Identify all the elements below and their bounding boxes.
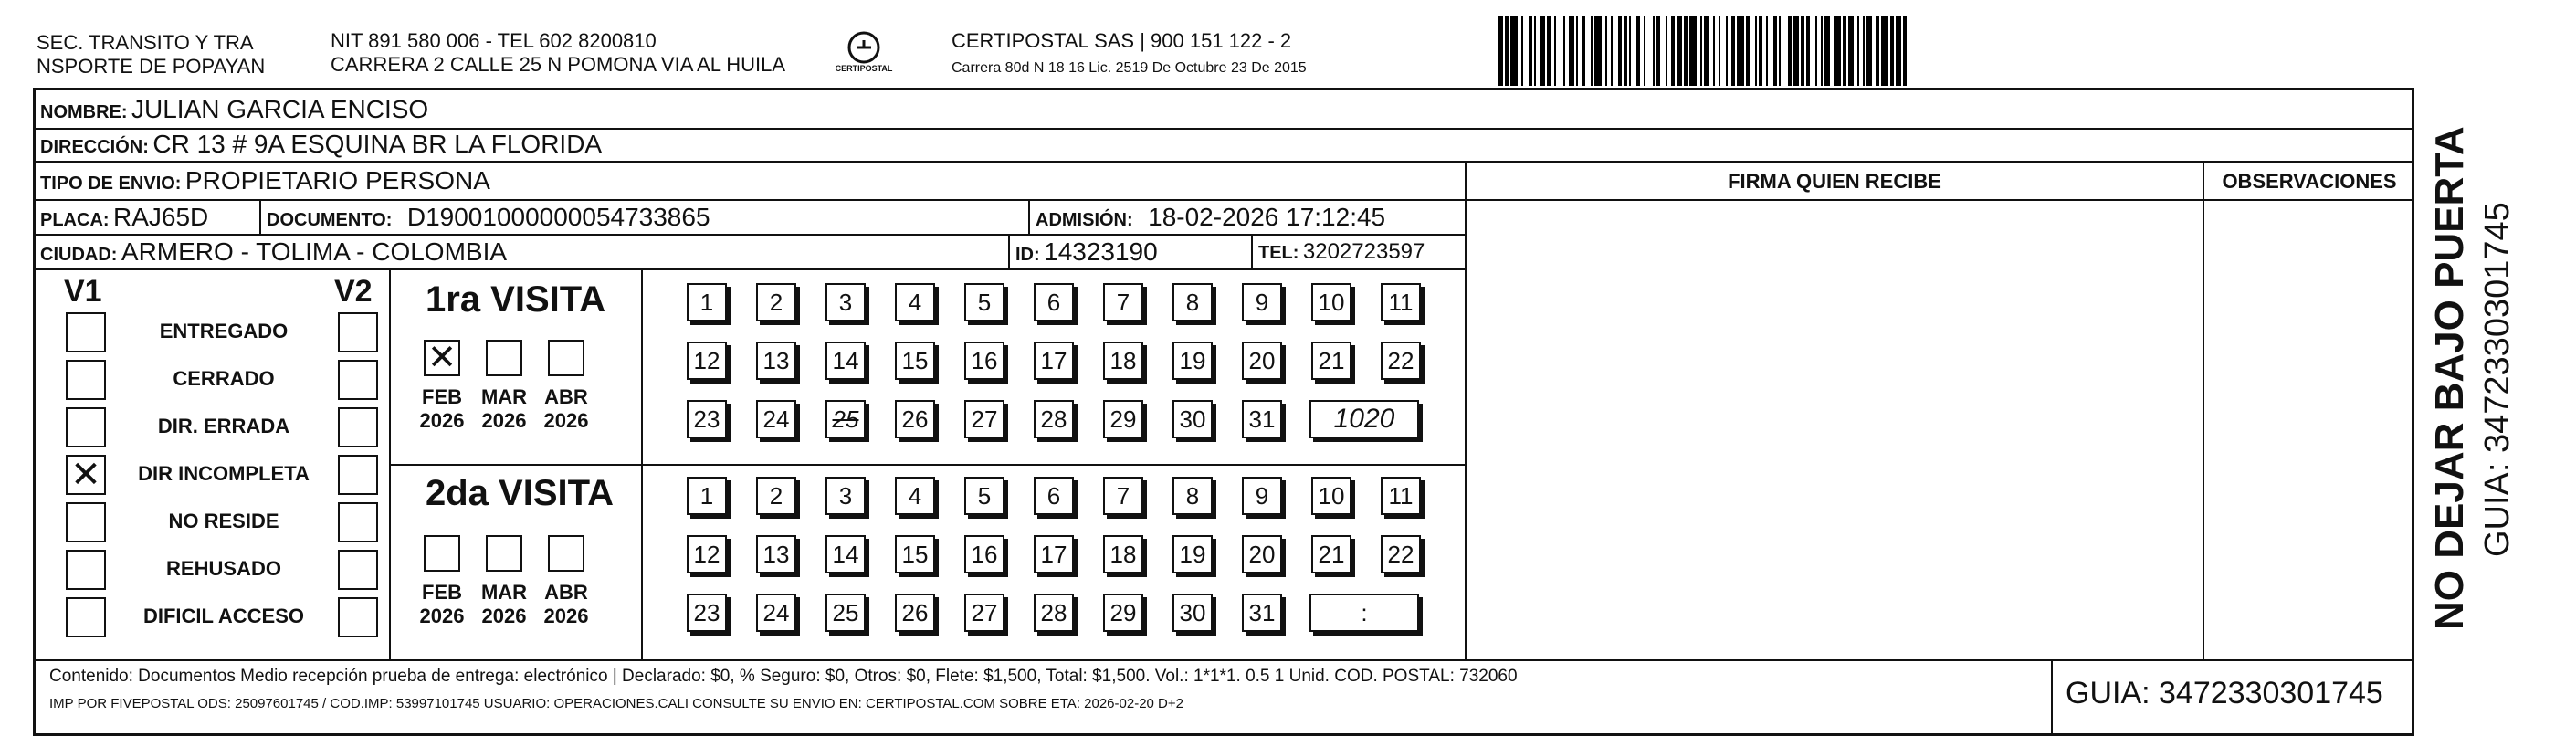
second-visit-day-box[interactable]: 2	[756, 477, 796, 515]
v1-checkbox[interactable]	[66, 550, 106, 590]
month-name: ABR	[544, 581, 588, 604]
placa-label: PLACA:	[40, 210, 110, 230]
second-visit-day-box[interactable]: 13	[756, 535, 796, 573]
direccion-value: CR 13 # 9A ESQUINA BR LA FLORIDA	[152, 130, 603, 158]
first-visit-day-box[interactable]: 1	[687, 283, 727, 321]
month-year: 2026	[481, 605, 527, 627]
second-visit-day-box[interactable]: 15	[895, 535, 935, 573]
first-visit-day-box[interactable]: 13	[756, 342, 796, 380]
first-visit-day-box[interactable]: 5	[964, 283, 1004, 321]
v2-checkbox[interactable]	[338, 312, 378, 352]
nombre-field	[40, 95, 428, 129]
second-visit-time-box[interactable]: :	[1309, 594, 1419, 632]
barcode	[1498, 16, 2228, 86]
v2-label: V2	[334, 274, 373, 309]
tel-field	[1258, 237, 1425, 269]
v2-checkbox[interactable]	[338, 597, 378, 637]
tel-value: 3202723597	[1302, 239, 1425, 264]
tipo-envio-label: TIPO DE ENVIO:	[40, 174, 182, 194]
first-visit-title: 1ra VISITA	[426, 279, 606, 320]
v1-checkbox[interactable]	[66, 502, 106, 542]
second-visit-day-box[interactable]: 25	[825, 594, 866, 632]
sender-nit: NIT 891 580 006 - TEL 602 8200810	[331, 29, 657, 52]
status-label: NO RESIDE	[168, 510, 279, 532]
placa-field	[40, 203, 208, 237]
first-visit-month-label	[539, 385, 594, 433]
first-visit-day-box[interactable]: 14	[825, 342, 866, 380]
footer-contenido: Contenido: Documentos Medio recepción prueba de entrega: electrónico | Declarado: $0, % Seguro: $0, Otros: $0, Flete: $1,500, Total: $1,500. Vol.: 1*1*1. 0.5 1 Unid. COD. POSTAL: 732060	[49, 667, 1518, 686]
month-year: 2026	[543, 409, 589, 432]
second-visit-month-label	[415, 581, 469, 628]
second-visit-day-box[interactable]: 22	[1381, 535, 1421, 573]
side-guia: GUIA: 3472330301745	[2478, 202, 2517, 557]
v1-checkbox[interactable]	[66, 312, 106, 352]
second-visit-day-box[interactable]: 26	[895, 594, 935, 632]
second-visit-day-box[interactable]: 4	[895, 477, 935, 515]
id-field	[1015, 237, 1158, 271]
second-visit-day-box[interactable]: 11	[1381, 477, 1421, 515]
documento-field	[267, 203, 710, 237]
second-visit-day-box[interactable]: 18	[1103, 535, 1143, 573]
second-visit-day-box[interactable]: 17	[1034, 535, 1074, 573]
company-license: Carrera 80d N 18 16 Lic. 2519 De Octubre 23 De 2015	[952, 60, 1307, 76]
first-visit-day-box[interactable]: 7	[1103, 283, 1143, 321]
month-name: ABR	[544, 385, 588, 408]
firma-label: FIRMA QUIEN RECIBE	[1728, 170, 1941, 193]
first-visit-day-box[interactable]: 30	[1172, 400, 1213, 438]
v1-label: V1	[64, 274, 102, 309]
ciudad-field	[40, 237, 507, 271]
direccion-label: DIRECCIÓN:	[40, 137, 149, 157]
first-visit-day-box[interactable]: 28	[1034, 400, 1074, 438]
first-visit-day-box[interactable]: 21	[1311, 342, 1351, 380]
second-visit-title: 2da VISITA	[426, 473, 614, 513]
v1-checkbox[interactable]: ✕	[66, 455, 106, 495]
second-visit-day-box[interactable]: 8	[1172, 477, 1213, 515]
ciudad-label: CIUDAD:	[40, 245, 118, 265]
signature-area[interactable]	[1467, 201, 2203, 658]
first-visit-day-box[interactable]: 31	[1242, 400, 1282, 438]
id-label: ID:	[1015, 245, 1040, 265]
first-visit-day-box[interactable]: 20	[1242, 342, 1282, 380]
second-visit-day-box[interactable]: 27	[964, 594, 1004, 632]
month-year: 2026	[543, 605, 589, 627]
second-visit-day-box[interactable]: 23	[687, 594, 727, 632]
first-visit-day-box[interactable]: 10	[1311, 283, 1351, 321]
second-visit-day-box[interactable]: 29	[1103, 594, 1143, 632]
nombre-label: NOMBRE:	[40, 102, 128, 122]
sender-address: CARRERA 2 CALLE 25 N POMONA VIA AL HUILA	[331, 53, 786, 76]
second-visit-day-box[interactable]: 1	[687, 477, 727, 515]
v2-checkbox[interactable]	[338, 407, 378, 447]
first-visit-day-box[interactable]: 4	[895, 283, 935, 321]
second-visit-day-box[interactable]: 5	[964, 477, 1004, 515]
first-visit-day-box[interactable]: 9	[1242, 283, 1282, 321]
month-year: 2026	[481, 409, 527, 432]
admision-label: ADMISIÓN:	[1036, 210, 1133, 230]
first-visit-month-checkbox[interactable]	[548, 340, 584, 376]
month-name: MAR	[480, 385, 528, 408]
v2-checkbox[interactable]	[338, 550, 378, 590]
first-visit-month-label	[477, 385, 531, 433]
sender-name-line1: SEC. TRANSITO Y TRA	[37, 31, 254, 54]
admision-field	[1036, 203, 1385, 237]
status-label: DIR. ERRADA	[157, 415, 290, 437]
first-visit-day-box[interactable]: 26	[895, 400, 935, 438]
second-visit-day-box[interactable]: 14	[825, 535, 866, 573]
v1-checkbox[interactable]	[66, 407, 106, 447]
second-visit-day-box[interactable]: 19	[1172, 535, 1213, 573]
first-visit-day-box[interactable]: 16	[964, 342, 1004, 380]
sender-name-line2: NSPORTE DE POPAYAN	[37, 55, 266, 78]
month-year: 2026	[419, 605, 465, 627]
admision-value: 18-02-2026 17:12:45	[1148, 203, 1386, 231]
first-visit-day-box[interactable]: 17	[1034, 342, 1074, 380]
first-visit-time-box[interactable]: 1020	[1309, 400, 1419, 438]
second-visit-day-box[interactable]: 16	[964, 535, 1004, 573]
footer-imp: IMP POR FIVEPOSTAL ODS: 25097601745 / COD.IMP: 53997101745 USUARIO: OPERACIONES.CALI CONSULTE SU ENVIO EN: CERTIPOSTAL.COM SOBRE ETA: 2026-02-20 D+2	[49, 696, 1183, 711]
month-name: FEB	[422, 385, 462, 408]
first-visit-day-box[interactable]: 22	[1381, 342, 1421, 380]
nombre-value: JULIAN GARCIA ENCISO	[131, 95, 429, 123]
v1-checkbox[interactable]	[66, 360, 106, 400]
first-visit-month-checkbox[interactable]	[486, 340, 522, 376]
placa-value: RAJ65D	[113, 203, 209, 231]
first-visit-month-checkbox[interactable]: ✕	[424, 340, 460, 376]
second-visit-day-box[interactable]: 24	[756, 594, 796, 632]
tipo-envio-value: PROPIETARIO PERSONA	[184, 166, 490, 195]
first-visit-day-box[interactable]: 2	[756, 283, 796, 321]
first-visit-day-box[interactable]: 11	[1381, 283, 1421, 321]
no-dejar-warning: NO DEJAR BAJO PUERTA	[2427, 126, 2472, 630]
documento-value: D19001000000054733865	[406, 203, 710, 231]
first-visit-day-box[interactable]: 6	[1034, 283, 1074, 321]
first-visit-day-box[interactable]: 29	[1103, 400, 1143, 438]
second-visit-month-checkbox[interactable]	[486, 535, 522, 572]
status-label: CERRADO	[173, 367, 275, 390]
second-visit-day-box[interactable]: 30	[1172, 594, 1213, 632]
first-visit-day-box[interactable]: 8	[1172, 283, 1213, 321]
v2-checkbox[interactable]	[338, 360, 378, 400]
second-visit-day-box[interactable]: 7	[1103, 477, 1143, 515]
second-visit-day-box[interactable]: 6	[1034, 477, 1074, 515]
v2-checkbox[interactable]	[338, 455, 378, 495]
first-visit-month-label	[415, 385, 469, 433]
logo-text: CERTIPOSTAL	[835, 64, 893, 73]
tel-label: TEL:	[1258, 243, 1299, 263]
observaciones-area[interactable]	[2204, 201, 2413, 658]
second-visit-month-label	[539, 581, 594, 628]
second-visit-day-box[interactable]: 9	[1242, 477, 1282, 515]
footer-guia: GUIA: 3472330301745	[2066, 676, 2383, 710]
first-visit-day-box[interactable]: 19	[1172, 342, 1213, 380]
second-visit-month-checkbox[interactable]	[424, 535, 460, 572]
second-visit-day-box[interactable]: 12	[687, 535, 727, 573]
status-label: REHUSADO	[166, 557, 281, 580]
second-visit-day-box[interactable]: 3	[825, 477, 866, 515]
second-visit-day-box[interactable]: 31	[1242, 594, 1282, 632]
first-visit-day-box[interactable]: 24	[756, 400, 796, 438]
id-value: 14323190	[1044, 237, 1158, 266]
direccion-field	[40, 130, 602, 163]
second-visit-month-checkbox[interactable]	[548, 535, 584, 572]
documento-label: DOCUMENTO:	[267, 210, 393, 230]
month-name: MAR	[480, 581, 528, 604]
first-visit-day-box[interactable]: 18	[1103, 342, 1143, 380]
observaciones-label: OBSERVACIONES	[2222, 170, 2397, 193]
second-visit-day-box[interactable]: 20	[1242, 535, 1282, 573]
first-visit-day-box[interactable]: 23	[687, 400, 727, 438]
first-visit-day-box[interactable]: 3	[825, 283, 866, 321]
ciudad-value: ARMERO - TOLIMA - COLOMBIA	[121, 237, 508, 266]
status-label: DIFICIL ACCESO	[142, 605, 304, 627]
first-visit-day-box[interactable]: 27	[964, 400, 1004, 438]
v1-checkbox[interactable]	[66, 597, 106, 637]
second-visit-day-box[interactable]: 10	[1311, 477, 1351, 515]
first-visit-day-box[interactable]: 25	[825, 400, 866, 438]
status-label: DIR INCOMPLETA	[138, 462, 310, 485]
v2-checkbox[interactable]	[338, 502, 378, 542]
status-label: ENTREGADO	[159, 320, 289, 342]
tipo-envio-field	[40, 166, 490, 200]
month-name: FEB	[422, 581, 462, 604]
second-visit-month-label	[477, 581, 531, 628]
second-visit-day-box[interactable]: 21	[1311, 535, 1351, 573]
first-visit-day-box[interactable]: 12	[687, 342, 727, 380]
certipostal-logo	[835, 27, 893, 79]
second-visit-day-box[interactable]: 28	[1034, 594, 1074, 632]
month-year: 2026	[419, 409, 465, 432]
first-visit-day-box[interactable]: 15	[895, 342, 935, 380]
company-name: CERTIPOSTAL SAS | 900 151 122 - 2	[952, 29, 1292, 52]
